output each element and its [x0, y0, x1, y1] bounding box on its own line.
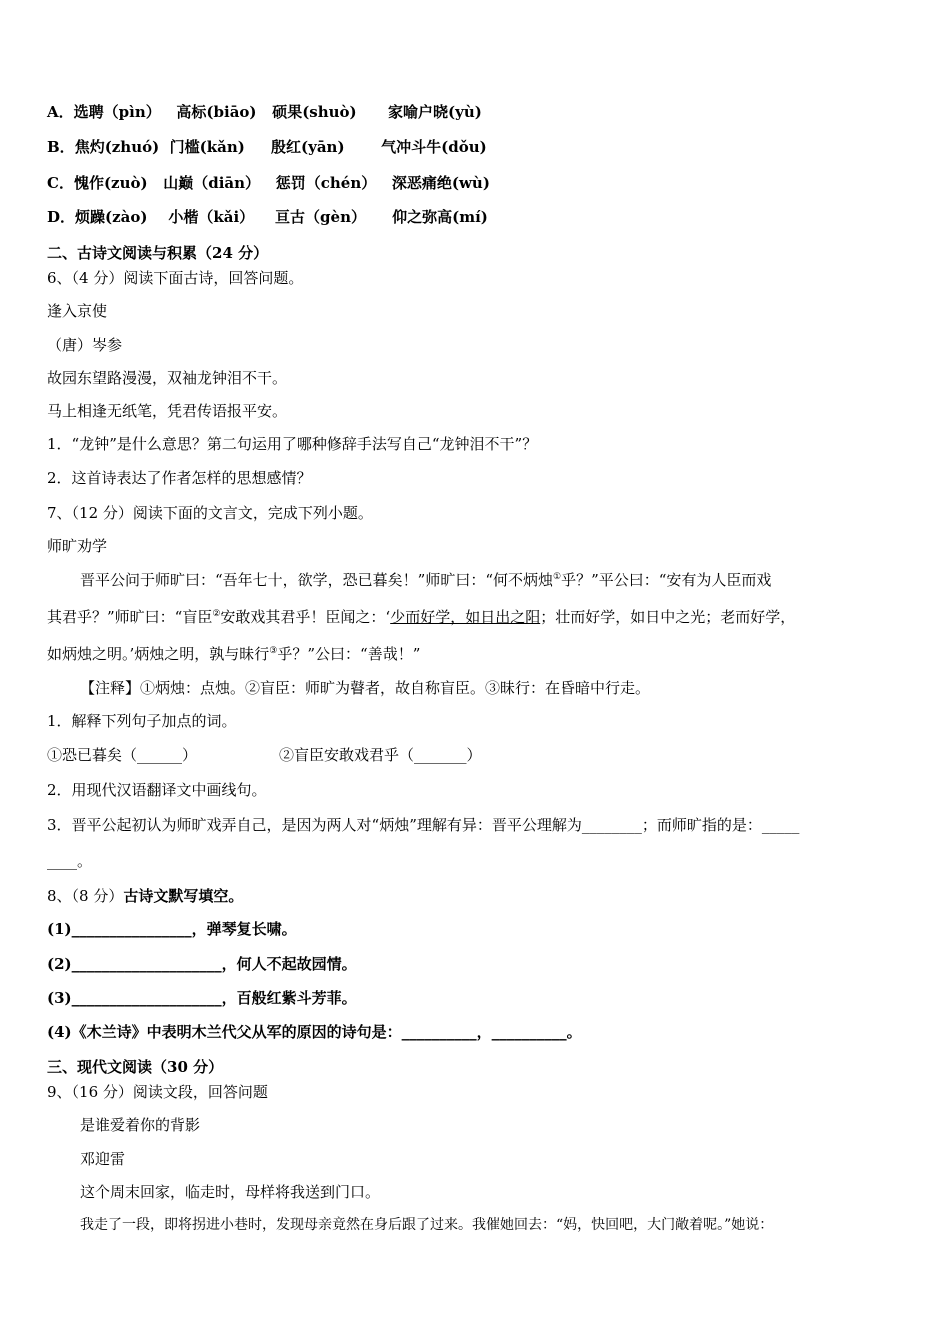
option-d	[47, 207, 488, 227]
footnote-mark: ③	[269, 646, 278, 656]
q8-intro	[47, 886, 243, 906]
q6-sub1: 1．“龙钟”是什么意思？第二句运用了哪种修辞手法写自己“龙钟泪不干”？	[47, 435, 538, 453]
passage-text: 晋平公问于师旷曰：“吾年七十，欲学，恐已暮矣！”师旷曰：“何不炳烛	[80, 571, 554, 589]
passage-line-1	[80, 570, 771, 590]
option-a	[47, 102, 482, 122]
passage-text: 乎？”平公曰：“安有为人臣而戏	[561, 571, 772, 589]
option-item: 深恶痛绝(wù)	[391, 174, 490, 192]
poem-title: 逢入京使	[47, 302, 108, 320]
article-paragraph-2: 我走了一段，即将拐进小巷时，发现母亲竟然在身后跟了过来。我催她回去：“妈，快回吧，大门敞着呢。”她说：	[80, 1217, 774, 1233]
option-item: 选聘（pìn）	[73, 103, 161, 121]
option-item: 仰之弥高(mí)	[392, 208, 488, 226]
option-item: 愧作(zuò)	[73, 174, 148, 192]
footnote-mark: ①	[553, 572, 562, 582]
passage-note: 【注释】①炳烛：点烛。②盲臣：师旷为瞽者，故自称盲臣。③昧行：在昏暗中行走。	[80, 679, 651, 697]
fill-item-3: (3)____________________，百般红紫斗芳菲。	[47, 989, 357, 1007]
option-item: 焦灼(zhuó)	[74, 138, 160, 156]
section3-heading: 三、现代文阅读（30 分）	[47, 1058, 224, 1076]
q7-sub1-b: ②盲臣安敢戏君乎（_______）	[279, 746, 482, 764]
q9-intro: 9、（16 分）阅读文段，回答问题	[47, 1083, 268, 1101]
q6-sub2: 2．这首诗表达了作者怎样的思想感情？	[47, 469, 312, 487]
option-b	[47, 137, 487, 157]
option-c	[47, 173, 490, 193]
q7-sub2: 2．用现代汉语翻译文中画线句。	[47, 781, 267, 799]
option-item: 小楷（kǎi）	[168, 208, 255, 226]
option-item: 高标(biāo)	[176, 103, 257, 121]
passage-text: 乎？”公曰：“善哉！”	[277, 645, 421, 663]
option-item: 山巅（diān）	[163, 174, 261, 192]
q7-sub1-items	[47, 745, 482, 765]
option-item: 亘古（gèn）	[275, 208, 366, 226]
option-item: 惩罚（chén）	[275, 174, 377, 192]
option-label: C．	[47, 174, 74, 192]
poem-author: （唐）岑参	[47, 336, 123, 354]
option-item: 烦躁(zào)	[75, 208, 148, 226]
poem-line-1: 故园东望路漫漫，双袖龙钟泪不干。	[47, 369, 288, 387]
passage-text: 安敢戏其君乎！臣闻之：‘	[220, 608, 391, 626]
q7-sub3-cont: ____。	[47, 852, 93, 870]
passage-line-3	[47, 644, 420, 664]
option-item: 家喻户晓(yù)	[388, 103, 482, 121]
q6-intro: 6、（4 分）阅读下面古诗，回答问题。	[47, 269, 304, 287]
footnote-mark: ②	[212, 609, 221, 619]
passage-text: 其君乎？”师旷曰：“盲臣	[47, 608, 213, 626]
section2-heading: 二、古诗文阅读与积累（24 分）	[47, 244, 269, 262]
article-paragraph-1: 这个周末回家，临走时，母样将我送到门口。	[80, 1183, 381, 1201]
q7-sub3: 3．晋平公起初认为师旷戏弄自己，是因为两人对“炳烛”理解有异：晋平公理解为________；而师旷指的是：_____	[47, 816, 800, 834]
q8-intro-score: 8、（8 分）	[47, 887, 124, 905]
option-item: 气冲斗牛(dǒu)	[381, 138, 487, 156]
fill-item-4: (4)《木兰诗》中表明木兰代父从军的原因的诗句是：__________，__________。	[47, 1023, 582, 1041]
fill-item-2: (2)____________________，何人不起故园情。	[47, 955, 357, 973]
passage-text: ；壮而好学，如日中之光；老而好学，	[540, 608, 796, 626]
option-label: A．	[47, 103, 74, 121]
option-label: B．	[47, 138, 75, 156]
q7-sub1: 1．解释下列句子加点的词。	[47, 712, 237, 730]
poem-line-2: 马上相逢无纸笔，凭君传语报平安。	[47, 402, 288, 420]
option-label: D．	[47, 208, 76, 226]
option-item: 门槛(kǎn)	[169, 138, 245, 156]
fill-item-1: (1)________________，弹琴复长啸。	[47, 920, 297, 938]
underlined-sentence: 少而好学，如日出之阳	[390, 608, 541, 626]
q7-sub1-a: ①恐已暮矣（______）	[47, 746, 198, 764]
q8-intro-task: 古诗文默写填空。	[123, 887, 244, 905]
passage-text: 如炳烛之明。’炳烛之明，孰与昧行	[47, 645, 270, 663]
article-title: 是谁爱着你的背影	[80, 1116, 201, 1134]
option-item: 硕果(shuò)	[272, 103, 357, 121]
passage-line-2	[47, 607, 795, 627]
passage-title: 师旷劝学	[47, 537, 108, 555]
article-author: 邓迎雷	[80, 1150, 126, 1168]
q7-intro: 7、（12 分）阅读下面的文言文，完成下列小题。	[47, 504, 373, 522]
option-item: 殷红(yān)	[271, 138, 345, 156]
